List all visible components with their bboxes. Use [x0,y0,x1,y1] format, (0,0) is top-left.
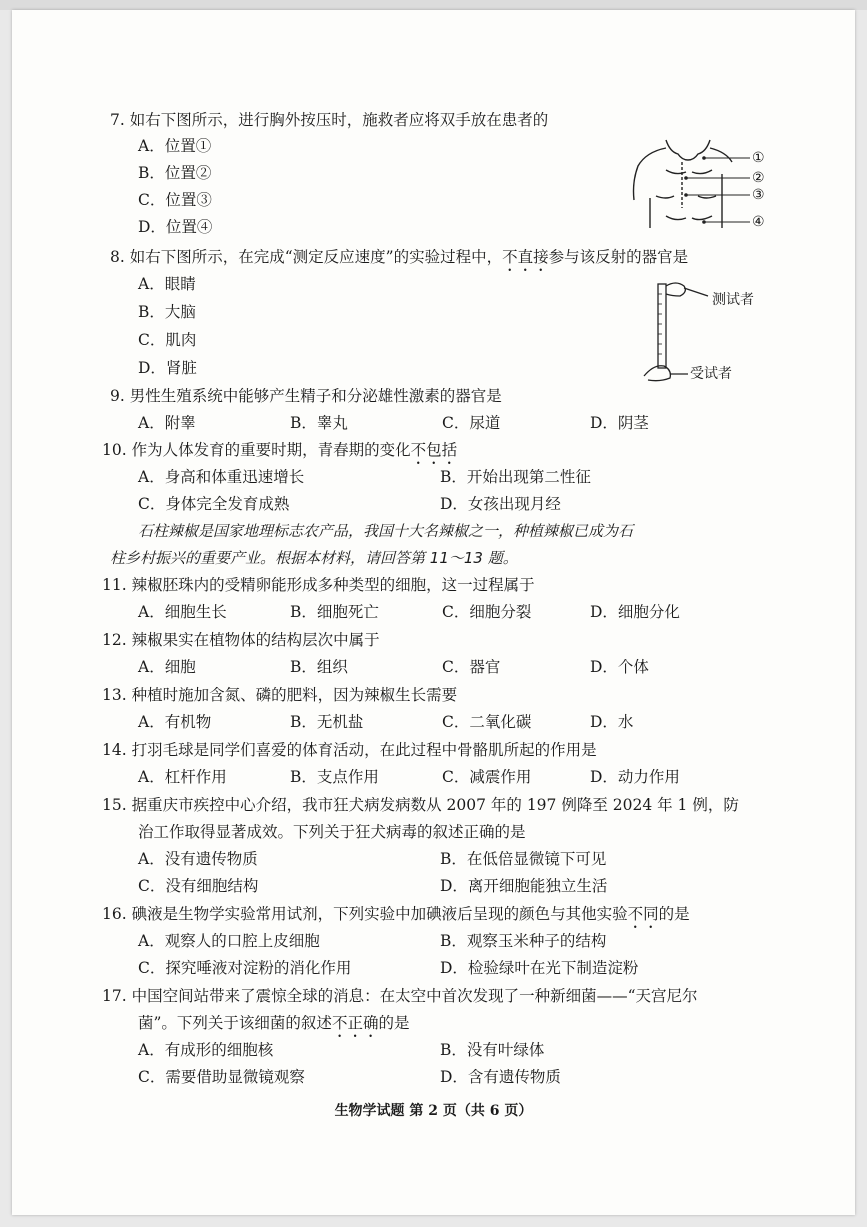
question-16-option-b: B．观察玉米种子的结构 [440,932,607,950]
question-16-stem: 16. 碘液是生物学实验常用试剂，下列实验中加碘液后呈现的颜色与其他实验不同的是 [102,905,690,923]
question-17-option-d: D．含有遗传物质 [440,1068,561,1086]
question-15-stem-line2: 治工作取得显著成效。下列关于狂犬病毒的叙述正确的是 [138,823,526,841]
question-7-option-d: D．位置④ [138,218,213,236]
question-17-option-b: B．没有叶绿体 [440,1041,545,1059]
question-15-stem: 15. 据重庆市疾控中心介绍，我市狂犬病发病数从 2007 年的 197 例降至 2024 年 1 例，防 [102,796,739,814]
question-8-option-b: B．大脑 [138,303,196,321]
question-16-option-a: A．观察人的口腔上皮细胞 [138,932,320,950]
question-14-option-c: C．减震作用 [442,768,532,786]
question-9-option-b: B．睾丸 [290,414,348,432]
question-15-option-d: D．离开细胞能独立生活 [440,877,608,895]
question-11-option-a: A．细胞生长 [138,603,227,621]
question-10-option-a: A．身高和体重迅速增长 [138,468,305,486]
question-13-option-d: D．水 [590,713,634,731]
question-15-option-a: A．没有遗传物质 [138,850,258,868]
page-footer: 生物学试题 第 2 页（共 6 页） [334,1103,533,1119]
question-10-stem: 10. 作为人体发育的重要时期，青春期的变化不包括 [102,441,458,459]
question-8-option-c: C．肌肉 [138,331,197,349]
question-15-option-b: B．在低倍显微镜下可见 [440,850,607,868]
question-11-option-d: D．细胞分化 [590,603,680,621]
question-9-option-c: C．尿道 [442,414,501,432]
question-10-option-d: D．女孩出现月经 [440,495,561,513]
question-10-option-b: B．开始出现第二性征 [440,468,591,486]
question-17-stem: 17. 中国空间站带来了震惊全球的消息：在太空中首次发现了一种新细菌——“天宫尼尔 [102,987,698,1005]
question-14-option-d: D．动力作用 [590,768,680,786]
question-13-option-b: B．无机盐 [290,713,364,731]
question-12-option-c: C．器官 [442,658,501,676]
figure8-label-tester: 测试者 [712,292,754,308]
question-12-option-b: B．组织 [290,658,348,676]
question-9-option-d: D．阴茎 [590,414,649,432]
question-11-stem: 11. 辣椒胚珠内的受精卵能形成多种类型的细胞，这一过程属于 [102,576,535,594]
question-16-option-c: C．探究唾液对淀粉的消化作用 [138,959,352,977]
question-17-option-c: C．需要借助显微镜观察 [138,1068,305,1086]
question-13-stem: 13. 种植时施加含氮、磷的肥料，因为辣椒生长需要 [102,686,458,704]
question-12-option-d: D．个体 [590,658,649,676]
question-12-stem: 12. 辣椒果实在植物体的结构层次中属于 [102,631,380,649]
question-15-option-c: C．没有细胞结构 [138,877,259,895]
question-8-option-a: A．眼睛 [138,275,196,293]
question-8-option-d: D．肾脏 [138,359,197,377]
question-7-stem: 7. 如右下图所示，进行胸外按压时，施救者应将双手放在患者的 [110,111,549,129]
question-11-option-b: B．细胞死亡 [290,603,379,621]
question-13-option-c: C．二氧化碳 [442,713,532,731]
question-16-option-d: D．检验绿叶在光下制造淀粉 [440,959,639,977]
figure7-label-3: ③ [752,187,765,203]
question-14-option-a: A．杠杆作用 [138,768,227,786]
question-8-stem: 8. 如右下图所示，在完成“测定反应速度”的实验过程中，不直接参与该反射的器官是 [110,248,689,266]
figure7-label-4: ④ [752,214,765,230]
passage-line-2: 柱乡村振兴的重要产业。根据本材料，请回答第 11～13 题。 [110,549,518,567]
question-17-option-a: A．有成形的细胞核 [138,1041,274,1059]
question-14-option-b: B．支点作用 [290,768,379,786]
question-13-option-a: A．有机物 [138,713,212,731]
figure8-label-subject: 受试者 [690,366,732,382]
top-bar [0,0,867,10]
question-14-stem: 14. 打羽毛球是同学们喜爱的体育活动，在此过程中骨骼肌所起的作用是 [102,741,597,759]
question-7-option-c: C．位置③ [138,191,212,209]
figure7-label-1: ① [752,150,765,166]
question-11-option-c: C．细胞分裂 [442,603,532,621]
chest-compression-figure [626,138,766,238]
question-10-option-c: C．身体完全发育成熟 [138,495,290,513]
question-9-option-a: A．附睾 [138,414,196,432]
figure7-label-2: ② [752,170,765,186]
question-17-stem-line2: 菌”。下列关于该细菌的叙述不正确的是 [138,1014,410,1032]
question-9-stem: 9. 男性生殖系统中能够产生精子和分泌雄性激素的器官是 [110,387,502,405]
question-7-option-b: B．位置② [138,164,212,182]
question-12-option-a: A．细胞 [138,658,196,676]
question-7-option-a: A．位置① [138,137,212,155]
passage-line-1: 石柱辣椒是国家地理标志农产品，我国十大名辣椒之一，种植辣椒已成为石 [138,522,634,540]
